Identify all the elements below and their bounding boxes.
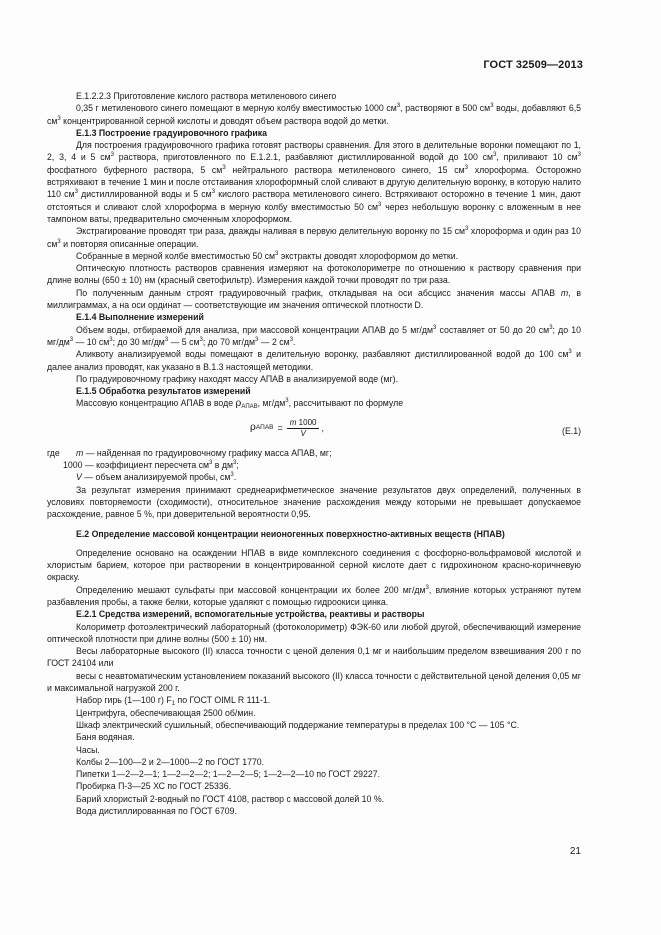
paragraph-collected: Собранные в мерной колбе вместимостью 50 $см^3$ экстракты доводят хлороформом до метки. xyxy=(76,250,459,261)
paragraph-optical: Оптическую плотность растворов сравнения измеряют на фотоколориметре по отношению к раствору сравнения при длине волны (650 ± 10) нм (красный светофильтр). Измерения каждой точки проводят по три раза. xyxy=(47,263,581,286)
paragraph-e13: Для построения градуировочного графика готовят растворы сравнения. Для этого в делительные воронки помещают по 1, 2, 3, 4 и 5 $см^3$ раствора, приготовленного по Е.1.2.1, разбавляют дистиллированной водой до 100 $см^3$, приливают 10 $см^3$ фосфатного буферного раствора, 5 $см^3$ нейтрального раствора метиленового синего, 15 $см^3$ хлороформа. Осторожно встряхивают в течение 1 мин и после отстаивания хлороформный слой сливают в другую делительную воронку, в которую налито 110 $см^3$ дистиллированной воды и 5 $см^3$ кислого раствора метиленового синего. Встряхивают осторожно в течение 1 мин, дают отстояться и сливают слой хлороформа в мерную колбу вместимостью 50 $см^3$ через небольшую воронку с вложенным в нее тампоном ваты, предварительно смоченным хлороформом. xyxy=(47,140,582,224)
item-bath: Баня водяная. xyxy=(76,732,135,743)
item-barium: Барий хлористый 2-водный по ГОСТ 4108, раствор с массовой долей 10 %. xyxy=(76,793,385,804)
formula-expression: ρ АПАВ = $\frac{m 1000}{V}$ , xyxy=(250,417,324,438)
formula-rho: ρ xyxy=(250,422,256,434)
section-heading-e14: Е.1.4 Выполнение измерений xyxy=(76,312,204,323)
paragraph-aliquot: Аликвоту анализируемой воды помещают в делительную воронку, разбавляют дистиллированной водой до 100 $см^3$ и далее анализ проводят, как указано в В.1.3 настоящей методики. xyxy=(47,349,582,372)
item-colorimeter: Колориметр фотоэлектрический лабораторный (фотоколориметр) ФЭК-60 или любой другой, обеспечивающий измерение оптической плотности при длине волны (500 ± 10) нм. xyxy=(47,621,581,644)
formula-fraction xyxy=(287,418,320,439)
equation-number: (Е.1) xyxy=(562,425,581,436)
paragraph-graph: По полученным данным строят градуировочный график, откладывая на оси абсцисс значения массы АПАВ m, в миллиграммах, а на оси ординат — соответствующие им значения оптической плотности D. xyxy=(47,287,582,311)
legend-m: где m — найденная по градуировочному графику масса АПАВ, мг; xyxy=(47,447,332,458)
legend-1000: 1000 — коэффициент пересчета $см^3$ в $дм^3$; xyxy=(63,460,239,471)
section-heading-e2: Е.2 Определение массовой концентрации неионогенных поверхностно-активных веществ (НПАВ) xyxy=(76,528,505,539)
page-header: ГОСТ 32509—2013 xyxy=(483,59,583,71)
item-pipettes: Пипетки 1—2—2—1; 1—2—2—2; 1—2—2—5; 1—2—2—10 по ГОСТ 29227. xyxy=(76,769,381,780)
paragraph-e1223: 0,35 г метиленового синего помещают в мерную колбу вместимостью 1000 $см^3$, растворяют в 500 $см^3$ воды, добавляют 6,5 $см^3$ концентрированной серной кислоты и доводят объем раствора водой до метки. xyxy=(47,103,581,126)
section-heading-e15: Е.1.5 Обработка результатов измерений xyxy=(76,386,251,397)
item-clock: Часы. xyxy=(76,744,100,755)
paragraph-e15: Массовую концентрацию АПАВ в воде $\rho_{АПАВ}$, $мг/дм^3$, рассчитывают по формуле xyxy=(76,398,404,411)
paragraph-result: За результат измерения принимают среднеарифметическое значение результатов двух определений, полученных в условиях повторяемости (сходимости), относительное значение расхождения между которыми не превышает допускаемое расхождение, равное 5 %, при доверительной вероятности 0,95. xyxy=(47,484,581,520)
formula-equals: = xyxy=(277,423,283,434)
page-number: 21 xyxy=(569,846,581,857)
section-heading-e13: Е.1.3 Построение градуировочного графика xyxy=(76,127,268,138)
section-heading-e21: Е.2.1 Средства измерений, вспомогательные устройства, реактивы и растворы xyxy=(76,609,425,620)
paragraph-e2-basis: Определение основано на осаждении НПАВ в виде комплексного соединения с фосфорно-вольфрамовой кислотой и хлористым барием, которое при растворении в концентрированной серной кислоте дает с гидрохиноном красно-коричневую окраску. xyxy=(47,547,581,583)
item-water: Вода дистиллированная по ГОСТ 6709. xyxy=(76,806,237,817)
formula-denominator: V xyxy=(300,428,306,438)
formula-numerator: m 1000 xyxy=(287,418,320,429)
legend-v: V — объем анализируемой пробы, $см^3$. xyxy=(76,472,237,483)
section-title-e1223: Е.1.2.2.3 Приготовление кислого раствора метиленового синего xyxy=(76,91,337,101)
formula-e1 xyxy=(47,415,581,443)
item-flasks: Колбы 2—100—2 и 2—1000—2 по ГОСТ 1770. xyxy=(76,756,265,767)
item-scales-1: Весы лабораторные высокого (II) класса точности с ценой деления 0,1 мг и наибольшим пределом взвешивания 200 г по ГОСТ 24104 или xyxy=(47,646,581,669)
paragraph-e2-interference: Определению мешают сульфаты при массовой концентрации их более 200 $мг/дм^3$, влияние которых устраняют путем разбавления пробы, а также белки, которые удаляют с помощью гидроокиси цинка. xyxy=(47,584,581,607)
item-weights: Набор гирь (1—100 г) $F_1$ по ГОСТ OIML R 111-1. xyxy=(76,695,271,708)
item-tube: Пробирка П-3—25 ХС по ГОСТ 25336. xyxy=(76,781,232,792)
item-oven: Шкаф электрический сушильный, обеспечивающий поддержание температуры в пределах 100 °С — 105 °С. xyxy=(76,719,520,730)
item-scales-2: весы с неавтоматическим установлением показаний высокого (II) класса точности с действительной ценой деления 0,05 мг и максимальной нагрузкой 200 г. xyxy=(47,670,581,694)
paragraph-e14: Объем воды, отбираемой для анализа, при массовой концентрации АПАВ до 5 $мг/дм^3$ составляет от 50 до 20 $см^3$; до 10 $мг/дм^3$ — 10 $см^3$; до 30 $мг/дм^3$ — 5 $см^3$; до 70 $мг/дм^3$ — 2 $см^3$. xyxy=(47,324,581,347)
paragraph-extraction: Экстрагирование проводят три раза, дважды наливая в первую делительную воронку по 15 $см^3$ хлороформа и один раз 10 $см^3$ и повторяя описанные операции. xyxy=(47,226,581,249)
formula-rho-subscript: АПАВ xyxy=(255,424,274,432)
paragraph-graph-find: По градуировочному графику находят массу АПАВ в анализируемой воде (мг). xyxy=(76,373,398,384)
item-centrifuge: Центрифуга, обеспечивающая 2500 об/мин. xyxy=(76,707,256,718)
document-body xyxy=(47,90,581,817)
